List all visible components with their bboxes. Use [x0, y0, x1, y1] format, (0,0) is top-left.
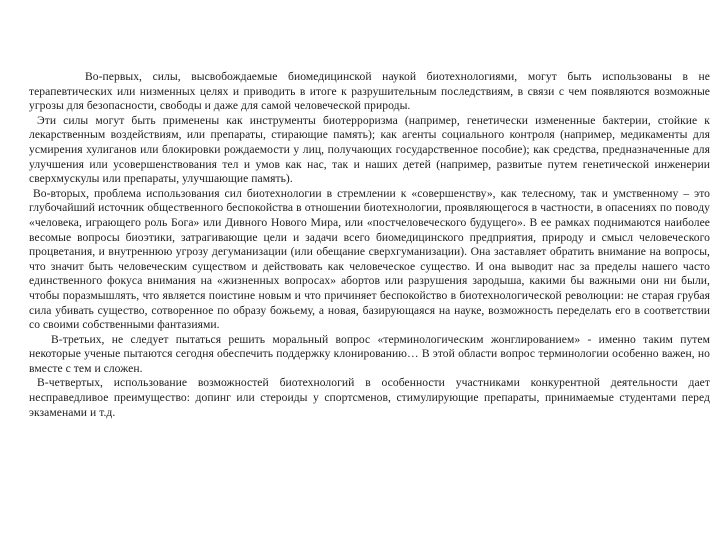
- body-text: [29, 70, 710, 420]
- paragraph-first: Во-первых, силы, высвобождаемые биомедицинской наукой биотехнологиями, могут быть использованы в не терапевтических или низменных целях и приводить в итоге к разрушительным последствиям, в связи с чем появляются возможные угрозы для безопасности, свободы и даже для самой человеческой природы.: [29, 70, 710, 113]
- paragraph-third: Во-вторых, проблема использования сил биотехнологии в стремлении к «совершенству», как телесному, так и умственному – это глубочайший источник общественного беспокойства в отношении биотехнологии, проявляющегося в частности, в опасениях по поводу «человека, играющего роль Бога» или Дивного Нового Мира, или «постчеловеческого будущего». В ее рамках поднимаются наиболее весомые вопросы биоэтики, затрагивающие цели и задачи всего биомедицинского предприятия, природу и смысл человеческого процветания, и внутреннюю угрозу дегуманизации (или обещание сверхгуманизации). Она заставляет обратить внимание на вопросы, что значит быть человеческим существом и действовать как человеческое существо. И она выводит нас за пределы нашего часто единственного фокуса внимания на «жизненных вопросах» абортов или разрушения зародыша, какими бы важными они ни были, чтобы поразмышлять, что является поистине новым и что причиняет беспокойство в биотехнологической революции: не старая грубая сила убивать существо, сотворенное по образу божьему, а новая, базирующаяся на науке, возможность переделать его в соответствии со своими собственными фантазиями.: [29, 186, 710, 332]
- paragraph-fifth: В-четвертых, использование возможностей биотехнологий в особенности участниками конкурентной деятельности дает несправедливое преимущество: допинг или стероиды у спортсменов, стимулирующие препараты, принимаемые студентами перед экзаменами и т.д.: [29, 376, 710, 419]
- paragraph-second: Эти силы могут быть применены как инструменты биотерроризма (например, генетически измененные бактерии, стойкие к лекарственным воздействиям, или препараты, стирающие память); как агенты социального контроля (например, медикаменты для усмирения хулиганов или блокировки рождаемости у лиц, получающих государственное пособие); как средства, предназначенные для улучшения или усовершенствования тел и умов как нас, так и наших детей (например, развитые путем генетической инженерии сверхмускулы или препараты, улучшающие память).: [29, 113, 710, 186]
- paragraph-fourth: В-третьих, не следует пытаться решить моральный вопрос «терминологическим жонглированием» - именно таким путем некоторые ученые пытаются сегодня обеспечить поддержку клонированию… В этой области вопрос терминологии особенно важен, но вместе с тем и сложен.: [29, 332, 710, 375]
